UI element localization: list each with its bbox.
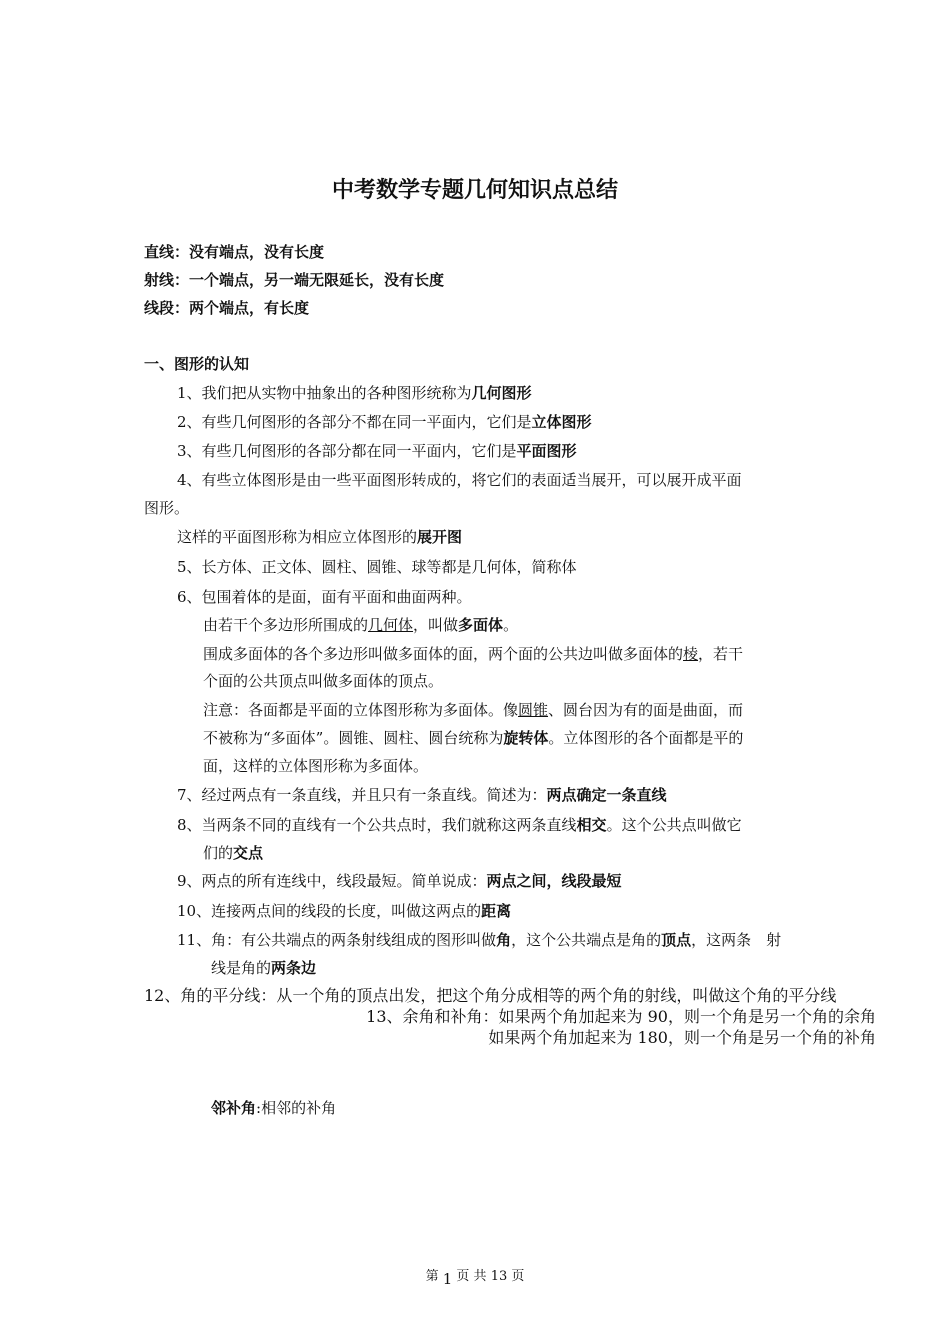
term-highlight: 交点	[233, 844, 264, 862]
definition-line	[144, 297, 309, 319]
list-item-9: 9、两点的所有连线中，线段最短。简单说成：两点之间，线段最短	[177, 872, 622, 890]
definition-desc: 两个端点，有长度	[189, 299, 310, 317]
list-item-13: 13、余角和补角：如果两个角加起来为 90，则一个角是另一个角的余角	[366, 1007, 876, 1026]
list-item-6: 6、包围着体的是面，面有平面和曲面两种。	[177, 588, 472, 606]
list-item-8-line1: 8、当两条不同的直线有一个公共点时，我们就称这两条直线相交。这个公共点叫做它	[177, 816, 742, 834]
list-item-4-note: 这样的平面图形称为相应立体图形的展开图	[177, 528, 463, 546]
definition-term: 直线：	[144, 243, 190, 261]
list-item-10: 10、连接两点间的线段的长度，叫做这两点的距离	[177, 902, 512, 920]
list-item-8-line2: 们的交点	[203, 844, 264, 862]
page-number: 1	[442, 1270, 453, 1288]
adjacent-supplementary-note: 邻补角:相邻的补角	[211, 1099, 337, 1117]
list-item-4-line1: 4、有些立体图形是由一些平面图形转成的，将它们的表面适当展开，可以展开成平面	[177, 471, 742, 489]
list-item-11-line2: 线是角的两条边	[211, 959, 317, 977]
page-total: 13	[490, 1269, 508, 1284]
definition-line	[144, 269, 444, 291]
list-item-3: 3、有些几何图形的各部分都在同一平面内，它们是平面图形	[177, 442, 577, 460]
list-item-13-line2: 如果两个角加起来为 180，则一个角是另一个角的补角	[488, 1028, 876, 1047]
list-item-6-sub-c-line2: 不被称为“多面体”。圆锥、圆柱、圆台统称为旋转体。立体图形的各个面都是平的	[203, 729, 744, 747]
section-heading: 一、图形的认知	[144, 355, 250, 373]
term-highlight: 几何图形	[471, 384, 532, 402]
list-item-6-sub-b-line2: 个面的公共顶点叫做多面体的顶点。	[203, 672, 444, 690]
document-title: 中考数学专题几何知识点总结	[331, 177, 618, 203]
definition-desc: 没有端点，没有长度	[189, 243, 325, 261]
term-highlight: 两点之间，线段最短	[486, 872, 622, 890]
list-item-7: 7、经过两点有一条直线，并且只有一条直线。简述为：两点确定一条直线	[177, 786, 667, 804]
term-highlight: 两点确定一条直线	[546, 786, 667, 804]
list-item-4-line2: 图形。	[144, 499, 190, 517]
list-item-2: 2、有些几何图形的各部分不都在同一平面内，它们是立体图形	[177, 413, 592, 431]
term-highlight: 相交	[576, 816, 607, 834]
list-item-5: 5、长方体、正文体、圆柱、圆锥、球等都是几何体，简称体	[177, 558, 577, 576]
definition-term: 射线：	[144, 271, 190, 289]
term-highlight: 旋转体	[503, 729, 549, 747]
term-highlight: 平面图形	[516, 442, 577, 460]
definition-term: 线段：	[144, 299, 190, 317]
list-item-11-line1: 11、角：有公共端点的两条射线组成的图形叫做角，这个公共端点是角的顶点，这两条 射	[177, 931, 782, 949]
page-footer: 第 1 页 共 13 页	[425, 1269, 525, 1288]
term-highlight: 展开图	[417, 528, 463, 546]
definition-line	[144, 241, 324, 263]
list-item-12: 12、角的平分线：从一个角的顶点出发，把这个角分成相等的两个角的射线，叫做这个角的平分线	[144, 986, 837, 1005]
list-item-6-sub-a: 由若干个多边形所围成的几何体，叫做多面体。	[203, 616, 519, 634]
term-highlight: 角	[496, 931, 512, 949]
term-highlight: 邻补角	[211, 1099, 257, 1117]
term-highlight: 两条边	[271, 959, 317, 977]
list-item-6-sub-c-line1: 注意：各面都是平面的立体图形称为多面体。像圆锥、圆台因为有的面是曲面，而	[203, 701, 744, 719]
list-item-1: 1、我们把从实物中抽象出的各种图形统称为几何图形	[177, 384, 532, 402]
definition-desc: 一个端点，另一端无限延长，没有长度	[189, 271, 445, 289]
term-highlight: 立体图形	[531, 413, 592, 431]
term-highlight: 距离	[481, 902, 512, 920]
list-item-6-sub-c-line3: 面，这样的立体图形称为多面体。	[203, 757, 429, 775]
list-item-6-sub-b-line1: 围成多面体的各个多边形叫做多面体的面，两个面的公共边叫做多面体的棱，若干	[203, 645, 744, 663]
term-highlight: 多面体	[458, 616, 504, 634]
term-highlight: 顶点	[661, 931, 692, 949]
